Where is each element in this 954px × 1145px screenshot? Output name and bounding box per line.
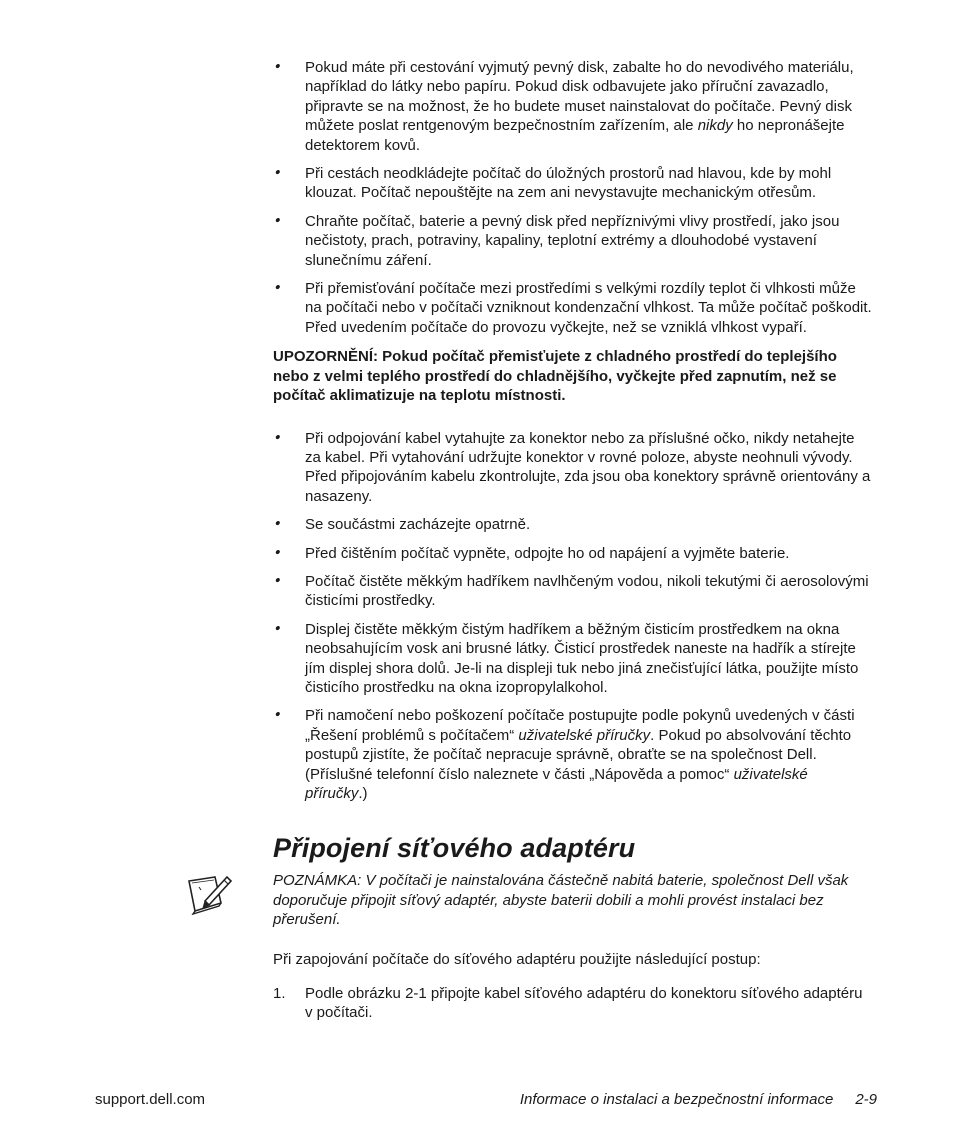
list-item	[273, 164, 873, 203]
bullet-icon: •	[273, 706, 283, 724]
list-item-text	[305, 58, 873, 155]
step-list	[273, 984, 873, 1023]
list-item	[273, 58, 873, 155]
list-item	[273, 279, 873, 337]
footer-url: support.dell.com	[95, 1091, 206, 1108]
list-item	[273, 544, 873, 563]
text-run: . Pokud po absolvování těchto postupů zjistíte, že počítač nepracuje správně, obraťte se na společnost Dell. (Příslušné telefonní číslo naleznete v části „Nápověda a pomoc“	[305, 726, 852, 783]
list-item	[273, 620, 873, 698]
bullet-icon: •	[273, 211, 283, 229]
footer-title-block	[520, 1091, 877, 1108]
text-run: Počítač čistěte měkkým hadříkem navlhčeným vodou, nikoli tekutými či aerosolovými čisticími prostředky.	[305, 572, 869, 610]
bullet-icon: •	[273, 571, 283, 589]
text-run: Chraňte počítač, baterie a pevný disk před nepříznivými vlivy prostředí, jako jsou nečistoty, prach, potraviny, kapaliny, teplotní extrémy a dlouhodobé vystavení slunečnímu záření.	[305, 212, 840, 269]
emphasis: nikdy	[697, 117, 733, 135]
text-run: Při cestách neodkládejte počítač do úložných prostorů nad hlavou, kde by mohl klouzat. Počítač nepouštějte na zem ani nevystavujte mechanickým otřesům.	[305, 165, 832, 202]
section-heading: Připojení síťového adaptéru	[273, 833, 636, 864]
bullet-icon: •	[273, 279, 283, 297]
bullet-list-bottom	[273, 429, 873, 804]
list-item-text	[305, 544, 873, 563]
bullet-icon: •	[273, 58, 283, 75]
list-item	[273, 706, 873, 803]
list-item-text	[305, 212, 873, 270]
list-item	[273, 572, 873, 611]
list-item	[273, 212, 873, 270]
emphasis: uživatelské příručky	[518, 726, 651, 744]
list-item	[273, 429, 873, 507]
intro-paragraph: Při zapojování počítače do síťového adaptéru použijte následující postup:	[273, 950, 761, 968]
text-run: Při přemisťování počítače mezi prostředími s velkými rozdíly teplot či vlhkosti může na počítači nebo v počítači vzniknout kondenzační vlhkost. Ta může počítač poškodit. Před uvedením počítače do provozu vyčkejte, než se vzniklá vlhkost vypaří.	[305, 280, 872, 336]
note-pencil-icon	[187, 873, 233, 915]
list-item-text	[305, 620, 873, 698]
text-run: .)	[358, 785, 368, 802]
bullet-icon: •	[273, 164, 283, 182]
bullet-icon: •	[273, 543, 283, 561]
text-run: Při odpojování kabel vytahujte za konektor nebo za příslušné očko, nikdy netahejte za kabel. Při vytahování udržujte konektor v rovné poloze, abyste neohnuli vývody. Před připojováním kabelu zkontrolujte, zda jsou oba konektory správně orientovány a nasazeny.	[305, 429, 871, 505]
footer-title: Informace o instalaci a bezpečnostní informace	[519, 1091, 834, 1108]
list-item-text	[305, 429, 873, 507]
bullet-icon: •	[273, 619, 283, 637]
step-text: Podle obrázku 2-1 připojte kabel síťového adaptéru do konektoru síťového adaptéru v počítači.	[305, 985, 863, 1022]
text-run: ho nepronášejte detektorem kovů.	[305, 117, 845, 154]
page-number: 2-9	[855, 1091, 877, 1108]
step-item	[273, 984, 873, 1023]
list-item	[273, 515, 873, 534]
list-item-text	[305, 572, 873, 611]
note-text: POZNÁMKA: V počítači je nainstalována částečně nabitá baterie, společnost Dell však doporučuje připojit síťový adaptér, abyste baterii dobili a mohli provést instalaci bez přerušení.	[273, 872, 849, 929]
page-content	[273, 58, 873, 1023]
text-run: Se součástmi zacházejte opatrně.	[305, 516, 531, 534]
bullet-list-top	[273, 58, 873, 337]
text-run: Displej čistěte měkkým čistým hadříkem a běžným čisticím prostředkem na okna neobsahujícím vosk ani brusné látky. Čisticí prostředek naneste na hadřík a stírejte jím displej shora dolů. Je-li na displeji tuk nebo jiná znečisťující látka, použijte místo čisticího prostředku na okna izopropylalkohol.	[305, 620, 859, 696]
bullet-icon: •	[273, 428, 283, 446]
list-item-text	[305, 706, 873, 803]
text-run: Pokud máte při cestování vyjmutý pevný disk, zabalte ho do nevodivého materiálu, například do látky nebo papíru. Pokud disk odbavujete jako příruční zavazadlo, připravte se na možnost, že ho budete muset nainstalovat do počítače. Pevný disk můžete poslat rentgenovým bezpečnostním zařízením, ale	[305, 59, 854, 135]
list-item-text	[305, 515, 873, 534]
emphasis: uživatelské příručky	[305, 765, 808, 802]
note-block	[273, 871, 873, 929]
text-run: Před čištěním počítač vypněte, odpojte ho od napájení a vyjměte baterie.	[305, 544, 790, 562]
list-item-text	[305, 164, 873, 203]
warning-notice: UPOZORNĚNÍ: Pokud počítač přemisťujete z chladného prostředí do teplejšího nebo z velmi teplého prostředí do chladnějšího, vyčkejte před zapnutím, než se počítač aklimatizuje na teplotu místnosti.	[273, 348, 837, 405]
bullet-icon: •	[273, 515, 283, 533]
step-number: 1.	[273, 985, 286, 1003]
list-item-text	[305, 279, 873, 337]
text-run: Při namočení nebo poškození počítače postupujte podle pokynů uvedených v části „Řešení problémů s počítačem“	[305, 707, 855, 744]
